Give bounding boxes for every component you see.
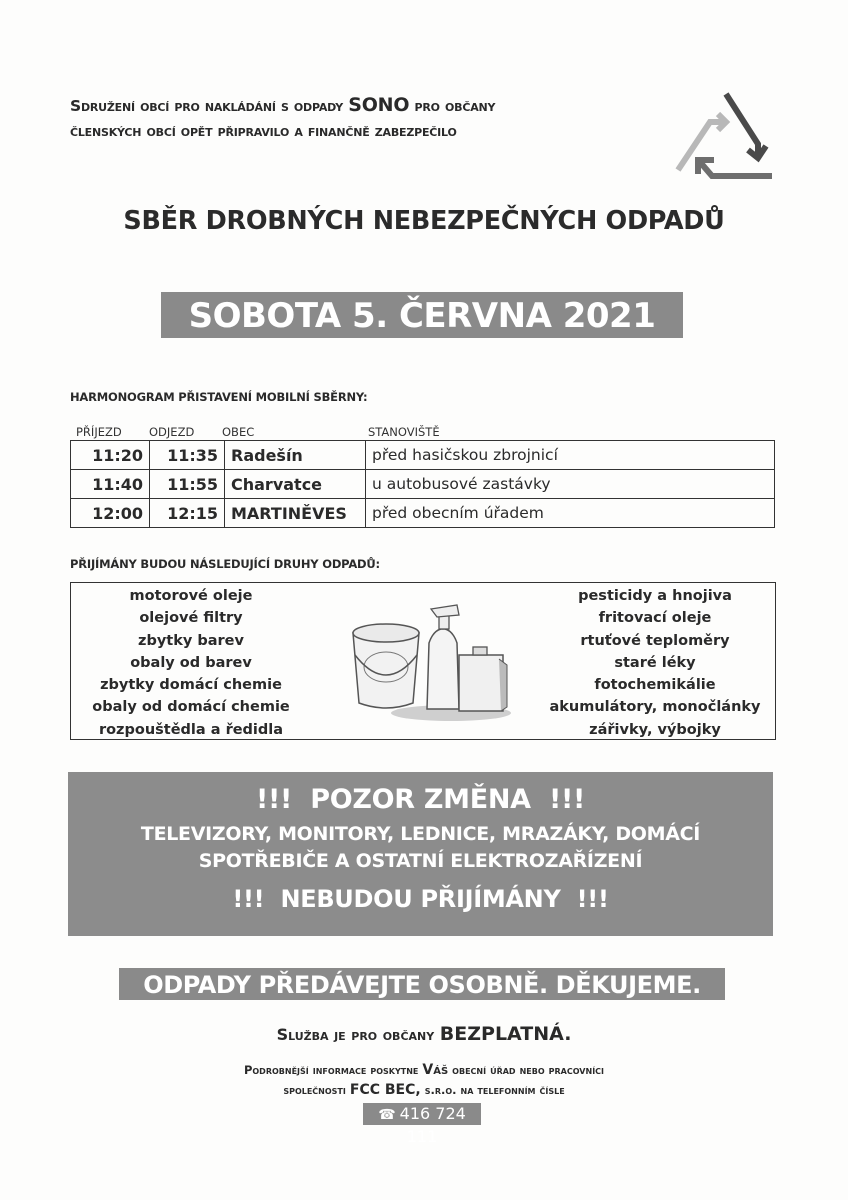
- info-line1-b: Váš: [422, 1062, 449, 1078]
- location-cell: před obecním úřadem: [366, 499, 775, 528]
- free-service-emphasis: BEZPLATNÁ.: [439, 1023, 572, 1045]
- phone-number-badge[interactable]: [363, 1103, 481, 1146]
- info-line1-c: obecní úřad nebo pracovníci: [448, 1063, 605, 1077]
- village-cell: Radešín: [225, 441, 366, 470]
- list-item: fotochemikálie: [594, 677, 716, 694]
- column-header-arrival: PŘÍJEZD: [76, 425, 122, 439]
- info-line2-a: společnosti: [283, 1083, 350, 1097]
- phone-number[interactable]: 416 724 111: [399, 1104, 466, 1146]
- paint-cans-illustration-icon: [341, 595, 511, 725]
- list-item: zbytky barev: [138, 632, 244, 649]
- list-item: rozpouštědla a ředidla: [98, 721, 284, 738]
- info-line2-c: s.r.o. na telefonním čísle: [420, 1083, 565, 1097]
- page-title: SBĚR DROBNÝCH NEBEZPEČNÝCH ODPADŮ: [123, 206, 725, 236]
- list-item: motorové oleje: [129, 588, 253, 604]
- contact-info: [0, 1060, 848, 1100]
- intro-text: [70, 93, 690, 144]
- warning-items-line2: SPOTŘEBIČE A OSTATNÍ ELEKTROZAŘÍZENÍ: [198, 850, 643, 872]
- info-line1-a: Podrobnější informace poskytne: [243, 1063, 423, 1077]
- table-row: [71, 470, 775, 499]
- list-item: staré léky: [614, 654, 696, 671]
- column-header-departure: ODJEZD: [149, 425, 195, 439]
- schedule-table: [70, 440, 775, 528]
- company-name: FCC BEC,: [349, 1082, 421, 1098]
- date-banner: SOBOTA 5. ČERVNA 2021: [161, 292, 683, 338]
- waste-list-left: [71, 585, 311, 741]
- free-service-note: [0, 1023, 848, 1045]
- schedule-heading: HARMONOGRAM PŘISTAVENÍ MOBILNÍ SBĚRNY:: [70, 390, 368, 404]
- waste-heading: PŘIJÍMÁNY BUDOU NÁSLEDUJÍCÍ DRUHY ODPADŮ:: [70, 557, 380, 571]
- list-item: zbytky domácí chemie: [100, 677, 282, 694]
- arrival-cell: 12:00: [71, 499, 150, 528]
- free-service-text: Služba je pro občany: [276, 1025, 440, 1044]
- list-item: pesticidy a hnojiva: [578, 588, 732, 604]
- departure-cell: 11:35: [150, 441, 225, 470]
- location-cell: u autobusové zastávky: [366, 470, 775, 499]
- intro-line2: členských obcí opět připravilo a finančně zabezpečilo: [70, 122, 457, 140]
- thanks-banner: ODPADY PŘEDÁVEJTE OSOBNĚ. DĚKUJEME.: [119, 968, 725, 1000]
- telephone-icon: ☎: [378, 1107, 396, 1123]
- intro-sono: SONO: [348, 94, 410, 116]
- list-item: obaly od domácí chemie: [92, 699, 290, 716]
- departure-cell: 12:15: [150, 499, 225, 528]
- waste-list-right: [535, 585, 775, 741]
- warning-items-line1: TELEVIZORY, MONITORY, LEDNICE, MRAZÁKY, DOMÁCÍ: [140, 823, 701, 845]
- intro-line1-c: pro občany: [409, 97, 496, 115]
- warning-box: [68, 772, 773, 936]
- warning-headline: !!! POZOR ZMĚNA !!!: [255, 784, 586, 815]
- column-header-village: OBEC: [222, 425, 255, 439]
- table-row: [71, 499, 775, 528]
- column-header-location: STANOVIŠTĚ: [368, 425, 440, 439]
- warning-not-accepted: !!! NEBUDOU PŘIJÍMÁNY !!!: [232, 885, 609, 913]
- list-item: olejové filtry: [139, 610, 243, 627]
- village-cell: Charvatce: [225, 470, 366, 499]
- arrival-cell: 11:20: [71, 441, 150, 470]
- departure-cell: 11:55: [150, 470, 225, 499]
- list-item: obaly od barev: [130, 654, 252, 671]
- arrival-cell: 11:40: [71, 470, 150, 499]
- recycle-arrows-logo-icon: [668, 84, 778, 184]
- location-cell: před hasičskou zbrojnicí: [366, 441, 775, 470]
- intro-line1-a: Sdružení obcí pro nakládání s odpady: [70, 97, 349, 115]
- list-item: akumulátory, monočlánky: [549, 699, 761, 716]
- list-item: fritovací oleje: [598, 610, 712, 627]
- list-item: rtuťové teploměry: [580, 632, 730, 649]
- list-item: zářivky, výbojky: [589, 721, 721, 738]
- table-row: [71, 441, 775, 470]
- village-cell: MARTINĚVES: [225, 499, 366, 528]
- waste-types-box: [70, 582, 776, 740]
